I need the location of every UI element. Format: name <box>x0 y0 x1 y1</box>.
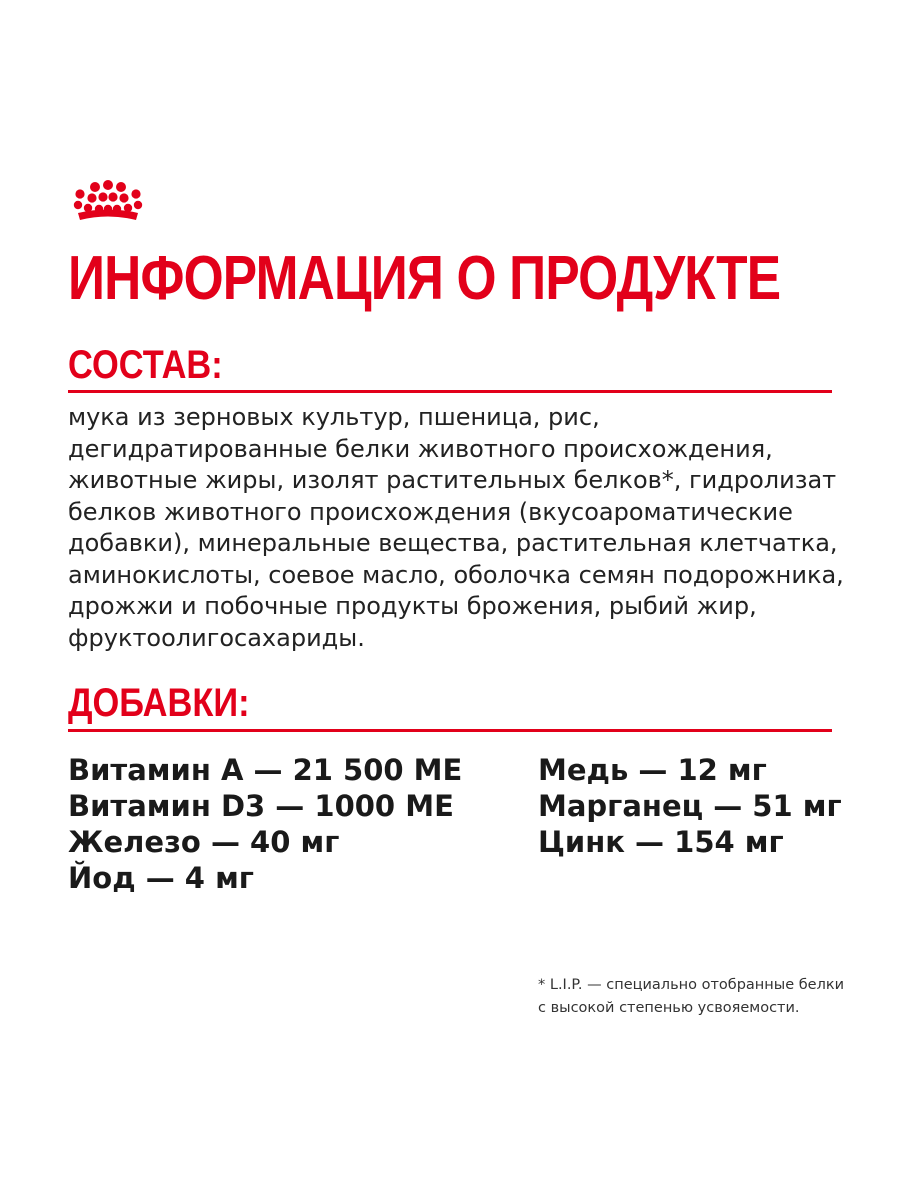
footnote-line: * L.I.P. — специально отобранные белки <box>538 977 845 993</box>
brand-logo <box>70 180 146 226</box>
composition-line: аминокислоты, соевое масло, оболочка семян подорожника, <box>68 560 844 589</box>
composition-line: белков животного происхождения (вкусоароматические <box>68 497 793 526</box>
additives-divider <box>68 729 832 732</box>
composition-divider <box>68 390 832 393</box>
footnote-line: с высокой степенью усвояемости. <box>538 1000 800 1016</box>
composition-line: животные жиры, изолят растительных белков*, гидролизат <box>68 466 837 494</box>
composition-line: фруктоолигосахариды. <box>68 623 365 652</box>
footnote <box>538 974 868 1020</box>
additive-item: Цинк — 154 мг <box>538 825 784 859</box>
page-title: ИНФОРМАЦИЯ О ПРОДУКТЕ <box>68 244 781 313</box>
additive-item: Железо — 40 мг <box>68 825 340 859</box>
additive-item: Витамин D3 — 1000 МЕ <box>68 789 454 823</box>
additive-item: Йод — 4 мг <box>68 861 254 895</box>
additives-heading: ДОБАВКИ: <box>68 681 250 725</box>
composition-text <box>68 402 848 654</box>
composition-heading: СОСТАВ: <box>68 343 223 387</box>
composition-line: добавки), минеральные вещества, растительная клетчатка, <box>68 529 838 557</box>
crown-icon <box>70 180 146 226</box>
composition-line: дегидратированные белки животного происхождения, <box>68 434 773 463</box>
additive-item: Витамин А — 21 500 МЕ <box>68 753 463 787</box>
additives-list-left <box>68 752 462 896</box>
additive-item: Медь — 12 мг <box>538 753 767 787</box>
composition-line: дрожжи и побочные продукты брожения, рыбий жир, <box>68 592 757 620</box>
additives-list-right <box>538 752 842 860</box>
additive-item: Марганец — 51 мг <box>538 789 842 823</box>
composition-line: мука из зерновых культур, пшеница, рис, <box>68 403 600 431</box>
